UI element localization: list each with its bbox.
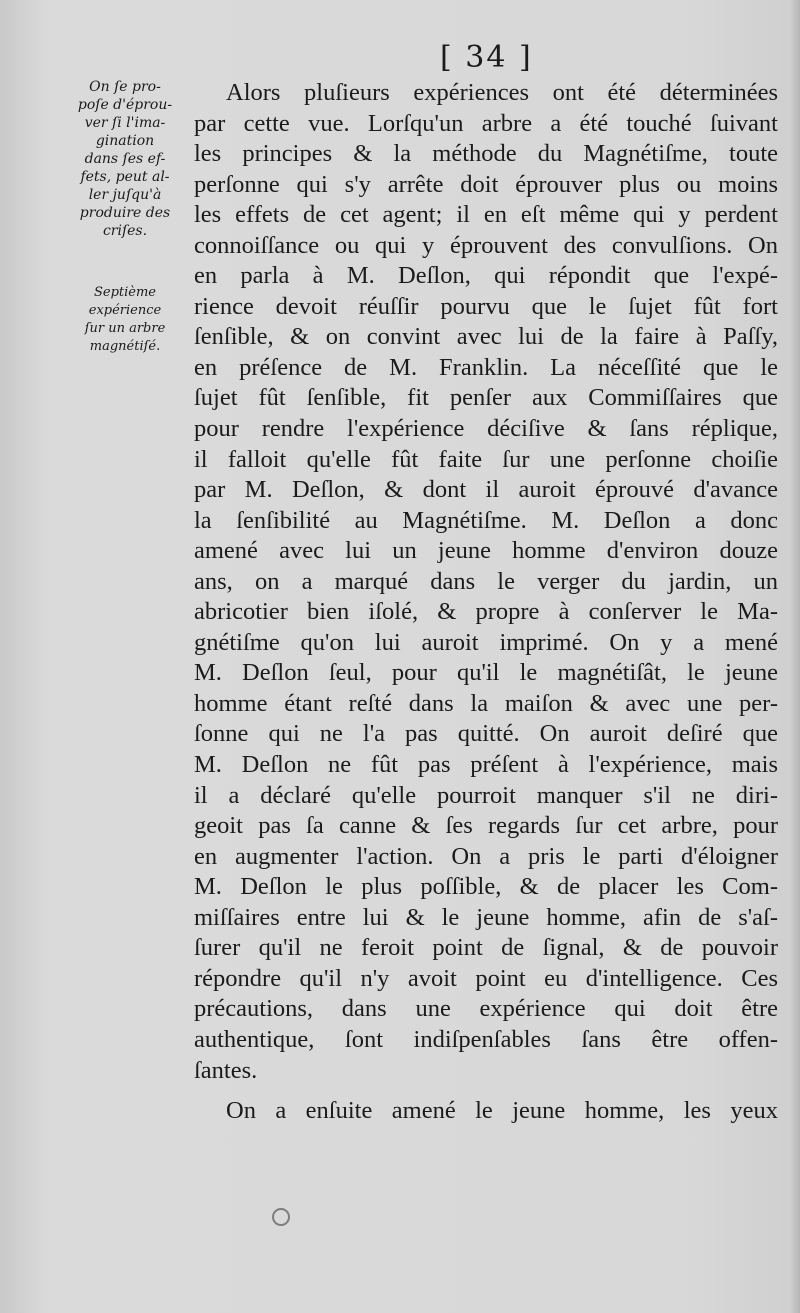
margin-note-line: expérience — [88, 303, 162, 318]
text-line: en parla à M. Deſlon, qui répondit que l'expé- — [194, 262, 778, 290]
text-line: abricotier bien iſolé, & propre à conſerver le Ma- — [194, 598, 778, 626]
margin-note-line: magnétiſé. — [89, 339, 161, 354]
page-number: [ 34 ] — [440, 40, 533, 75]
margin-note-imagination — [66, 78, 184, 240]
text-line: précautions, dans une expérience qui doit être — [194, 995, 778, 1023]
text-line: connoiſſance ou qui y éprouvent des convulſions. On — [194, 231, 778, 259]
text-line: pour rendre l'expérience déciſive & ſans réplique, — [194, 415, 778, 443]
text-line: ſonne qui ne l'a pas quitté. On auroit deſiré que — [194, 720, 778, 748]
text-line: il a déclaré qu'elle pourroit manquer s'il ne diri- — [194, 781, 778, 809]
ink-blot — [272, 1208, 290, 1226]
text-line: perſonne qui s'y arrête doit éprouver plus ou moins — [194, 170, 778, 198]
text-line: geoit pas ſa canne & ſes regards ſur cet arbre, pour — [194, 812, 778, 840]
text-line: ans, on a marqué dans le verger du jardin, un — [194, 567, 778, 595]
margin-note-line: ver ſi l'ima- — [84, 115, 166, 131]
text-line: rience devoit réuſſir pourvu que le ſujet fût fort — [194, 292, 778, 320]
margin-note-line: ſur un arbre — [84, 321, 166, 336]
text-line: authentique, ſont indiſpenſables ſans être offen- — [194, 1025, 778, 1053]
margin-note-line: ler juſqu'à — [88, 187, 162, 203]
text-line: en préſence de M. Franklin. La néceſſité que le — [194, 353, 778, 381]
text-line: ſujet fût ſenſible, fit penſer aux Commiſſaires que — [194, 384, 778, 412]
margin-note-line: On ſe pro- — [89, 79, 161, 95]
text-line: en augmenter l'action. On a pris le parti d'éloigner — [194, 842, 778, 870]
paragraph-1 — [194, 78, 778, 1086]
text-line: ſurer qu'il ne feroit point de ſignal, & de pouvoir — [194, 934, 778, 962]
body-text — [194, 78, 778, 1127]
page-edge-shadow — [790, 0, 800, 1313]
text-line: gnétiſme qu'on lui auroit imprimé. On y a mené — [194, 628, 778, 656]
text-line: les principes & la méthode du Magnétiſme, toute — [194, 140, 778, 168]
margin-note-line: fets, peut al- — [80, 169, 170, 185]
text-line: amené avec lui un jeune homme d'environ douze — [194, 537, 778, 565]
text-line: par cette vue. Lorſqu'un arbre a été touché ſuivant — [194, 109, 778, 137]
text-line: homme étant reſté dans la maiſon & avec une per- — [194, 689, 778, 717]
paragraph-2 — [194, 1096, 778, 1127]
margin-note-line: Septième — [93, 285, 157, 300]
text-line: il falloit qu'elle fût faite ſur une perſonne choiſie — [194, 445, 778, 473]
text-line: Alors pluſieurs expériences ont été déterminées — [226, 79, 778, 106]
text-line: On a enſuite amené le jeune homme, les yeux — [226, 1097, 778, 1125]
text-line: les effets de cet agent; il en eſt même qui y perdent — [194, 201, 778, 229]
text-line: M. Deſlon ne fût pas préſent à l'expérience, mais — [194, 751, 778, 779]
text-line: par M. Deſlon, & dont il auroit éprouvé d'avance — [194, 476, 778, 504]
text-line: M. Deſlon le plus poſſible, & de placer les Com- — [194, 873, 778, 901]
margin-note-line: produire des — [79, 205, 171, 221]
text-line: M. Deſlon ſeul, pour qu'il le magnétiſât, le jeune — [194, 659, 778, 687]
text-line: répondre qu'il n'y avoit point eu d'intelligence. Ces — [194, 964, 778, 992]
margin-note-seventh-experience — [66, 284, 184, 356]
margin-note-line: criſes. — [102, 223, 148, 239]
margin-note-line: poſe d'éprou- — [77, 97, 173, 113]
text-line: miſſaires entre lui & le jeune homme, afin de s'aſ- — [194, 903, 778, 931]
margin-note-line: gination — [95, 133, 155, 149]
margin-note-line: dans ſes ef- — [84, 151, 166, 167]
text-line: ſenſible, & on convint avec lui de la faire à Paſſy, — [194, 323, 778, 351]
text-line: la ſenſibilité au Magnétiſme. M. Deſlon a donc — [194, 506, 778, 534]
text-line: ſantes. — [194, 1056, 258, 1084]
